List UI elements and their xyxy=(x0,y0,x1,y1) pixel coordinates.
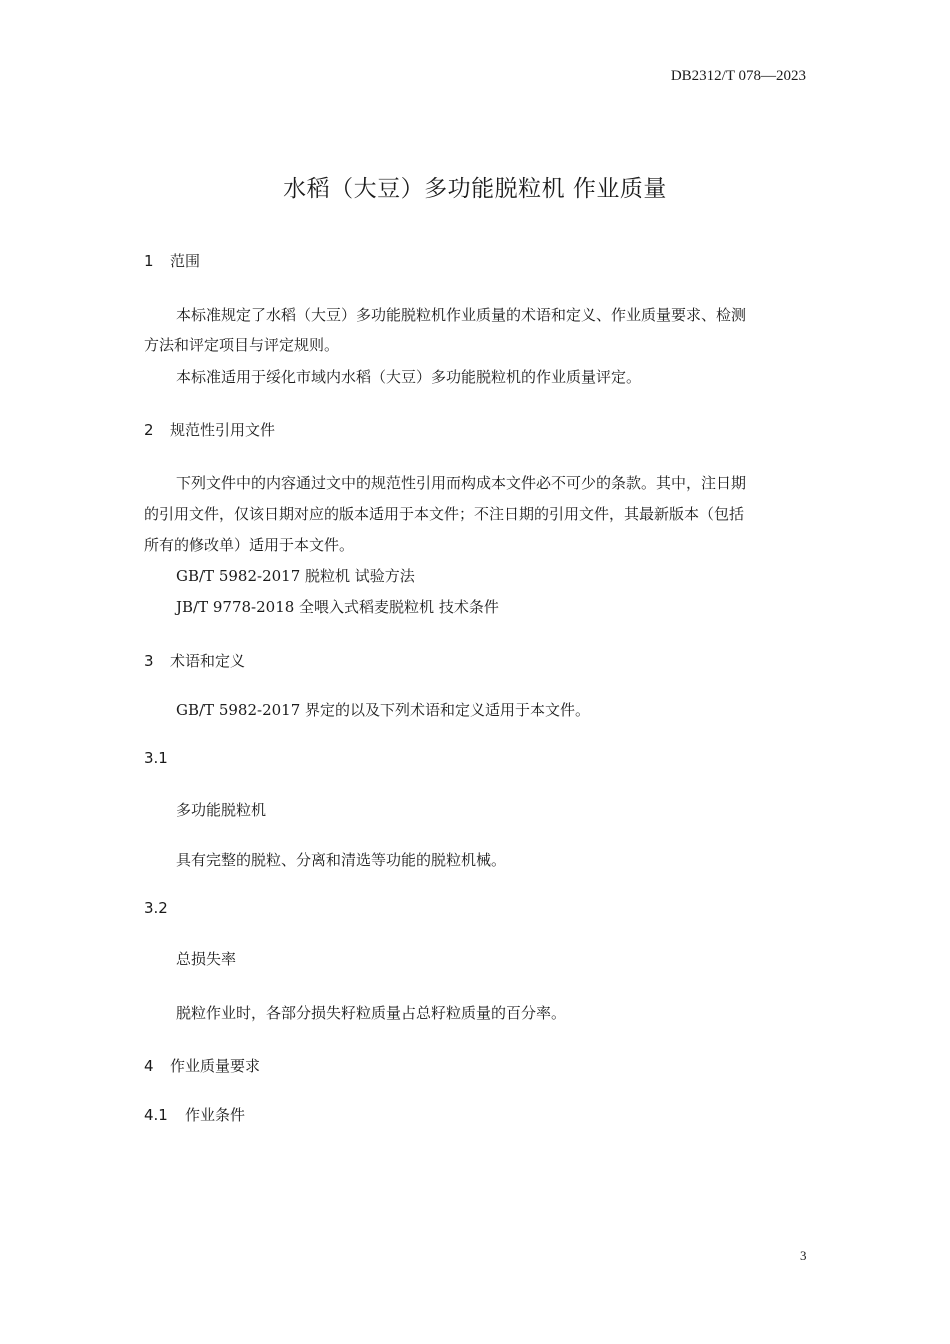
paragraph-line: 方法和评定项目与评定规则。 xyxy=(144,336,340,354)
section-number: 4 xyxy=(144,1057,154,1075)
section-title: 作业质量要求 xyxy=(170,1057,261,1075)
section-heading-scope xyxy=(144,250,200,271)
term-name: 总损失率 xyxy=(176,950,237,968)
paragraph-line: 本标准规定了水稻（大豆）多功能脱粒机作业质量的术语和定义、作业质量要求、检测 xyxy=(176,306,747,324)
page-number: 3 xyxy=(800,1248,807,1263)
section-number: 2 xyxy=(144,421,154,439)
paragraph-line: 本标准适用于绥化市域内水稻（大豆）多功能脱粒机的作业质量评定。 xyxy=(176,368,642,386)
reference-item: JB/T 9778-2018 全喂入式稻麦脱粒机 技术条件 xyxy=(176,598,499,616)
section-number: 1 xyxy=(144,252,154,270)
term-definition: 具有完整的脱粒、分离和清选等功能的脱粒机械。 xyxy=(176,851,507,869)
subsection-heading-operating-conditions xyxy=(144,1104,245,1125)
section-title: 范围 xyxy=(170,252,201,270)
section-number: 3 xyxy=(144,652,154,670)
document-number: DB2312/T 078—2023 xyxy=(670,68,806,84)
section-heading-normative-references xyxy=(144,419,275,440)
paragraph-line: 的引用文件，仅该日期对应的版本适用于本文件；不注日期的引用文件，其最新版本（包括 xyxy=(144,505,745,523)
paragraph-line: 下列文件中的内容通过文中的规范性引用而构成本文件必不可少的条款。其中，注日期 xyxy=(176,474,747,492)
term-definition: 脱粒作业时，各部分损失籽粒质量占总籽粒质量的百分率。 xyxy=(176,1004,567,1022)
section-heading-terms xyxy=(144,650,245,671)
subsection-title: 作业条件 xyxy=(185,1106,246,1124)
paragraph-line: GB/T 5982-2017 界定的以及下列术语和定义适用于本文件。 xyxy=(176,701,591,719)
paragraph-line: 所有的修改单）适用于本文件。 xyxy=(144,536,355,554)
section-title: 术语和定义 xyxy=(170,652,246,670)
page-title: 水稻（大豆）多功能脱粒机 作业质量 xyxy=(283,176,667,202)
reference-item: GB/T 5982-2017 脱粒机 试验方法 xyxy=(176,567,415,585)
term-number: 3.2 xyxy=(144,899,168,917)
term-number: 3.1 xyxy=(144,749,168,767)
section-heading-quality-requirements xyxy=(144,1055,260,1076)
term-name: 多功能脱粒机 xyxy=(176,801,267,819)
section-title: 规范性引用文件 xyxy=(170,421,276,439)
subsection-number: 4.1 xyxy=(144,1106,168,1124)
